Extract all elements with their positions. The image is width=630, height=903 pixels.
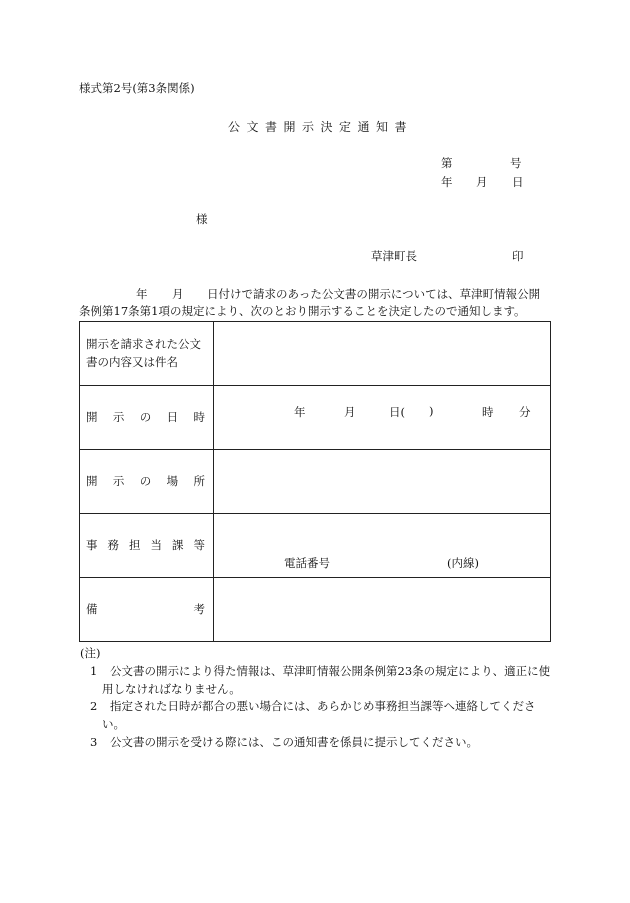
date-day: 日 xyxy=(512,175,524,189)
remarks-label: 備 考 xyxy=(80,578,214,642)
list-item: 2 指定された日時が都合の悪い場合には、あらかじめ事務担当課等へ連絡してくださ い。 xyxy=(90,699,536,732)
form-label: 様式第2号(第3条関係) xyxy=(79,81,195,95)
number-dai: 第 xyxy=(441,156,453,170)
disclosure-place-value[interactable] xyxy=(214,450,551,514)
remarks-value[interactable] xyxy=(214,578,551,642)
disclosure-place-label: 開 示 の 場 所 xyxy=(80,450,214,514)
document-title: 公文書開示決定通知書 xyxy=(228,120,414,134)
table-row xyxy=(80,514,551,578)
body-year: 年 xyxy=(136,287,148,301)
notes-heading: (注) xyxy=(80,646,101,660)
list-item: 3 公文書の開示を受ける際には、この通知書を係員に提示してください。 xyxy=(90,735,478,750)
notes-section xyxy=(80,645,555,752)
addressee-sama: 様 xyxy=(196,212,208,226)
body-line2: 条例第17条第1項の規定により、次のとおり開示することを決定したので通知します。 xyxy=(79,304,526,318)
date-month: 月 xyxy=(476,175,488,189)
notice-table xyxy=(79,321,551,642)
number-gou: 号 xyxy=(510,156,522,170)
table-row xyxy=(80,450,551,514)
disclosure-datetime-label: 開 示 の 日 時 xyxy=(80,386,214,450)
table-row xyxy=(80,578,551,642)
date-year: 年 xyxy=(441,175,453,189)
office-in-charge-label: 事 務 担 当 課 等 xyxy=(80,514,214,578)
sender-name: 草津町長 xyxy=(371,249,417,263)
seal-mark: 印 xyxy=(512,249,524,263)
office-in-charge-value[interactable]: 電話番号 (内線) xyxy=(214,514,551,578)
table-row xyxy=(80,386,551,450)
table-row xyxy=(80,322,551,386)
request-content-value[interactable] xyxy=(214,322,551,386)
disclosure-datetime-value[interactable]: 年 月 日( ) 時 分 xyxy=(214,386,551,450)
list-item: 1 公文書の開示により得た情報は、草津町情報公開条例第23条の規定により、適正に使 用しなければなりません。 xyxy=(90,663,551,696)
body-line1: 日付けで請求のあった公文書の開示については、草津町情報公開 xyxy=(207,287,541,301)
request-content-label: 開示を請求された公文 書の内容又は件名 xyxy=(80,322,214,386)
body-month: 月 xyxy=(172,287,184,301)
